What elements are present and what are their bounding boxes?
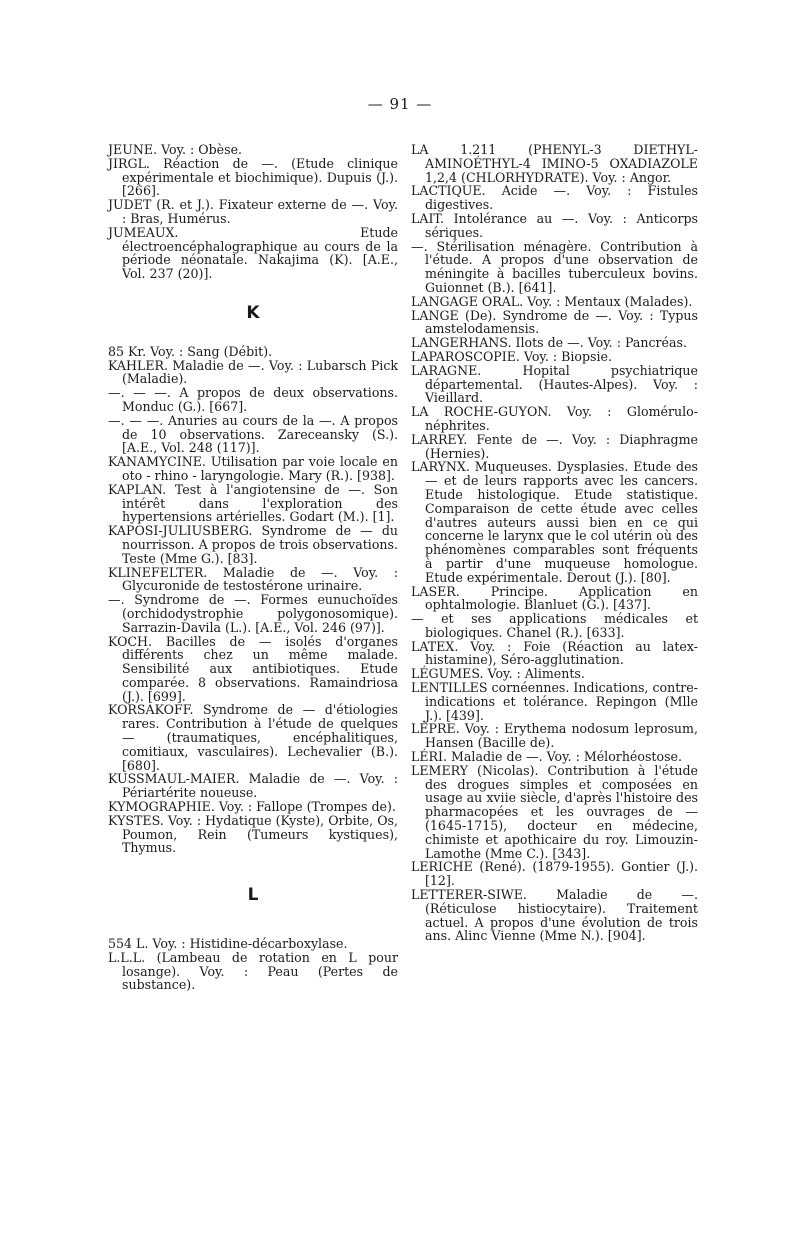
index-entry: KANAMYCINE. Utilisation par voie locale en oto - rhino - laryngologie. Mary (R.). [938].	[108, 454, 398, 483]
index-entry: LASER. Principe. Application en ophtalmologie. Blanluet (G.). [437].	[411, 583, 698, 613]
index-entry: LEMERY (Nicolas). Contribution à l'étude des drogues simples et composées en usage au xviie siècle, d'après l'histoire des pharmacopées et les ouvrages de — (1645-1715), docteur en médecine, chimiste et apothicaire du roy. Limouzin-Lamothe (Mme C.). [343].	[411, 762, 698, 861]
index-entry: 554 L. Voy. : Histidine-décarboxylase.	[108, 936, 348, 952]
index-entry: JUDET (R. et J.). Fixateur externe de —. Voy. : Bras, Humérus.	[108, 197, 398, 226]
section-letter-k: K	[246, 302, 260, 323]
index-entry: LÉGUMES. Voy. : Aliments.	[411, 666, 585, 682]
index-entry: LARYNX. Muqueuses. Dysplasies. Etude des — et de leurs rapports avec les cancers. Etude histologique. Etude statistique. Comparaison de cette étude avec celles d'autres auteurs aussi bien en ce qui concerne le larynx que le col utérin où des phénomènes comparables sont fréquents à partir d'une muqueuse homologue. Etude expérimentale. Derout (J.). [80].	[411, 459, 698, 585]
index-entry: LÉRI. Maladie de —. Voy. : Mélorhéostose.	[411, 749, 682, 765]
index-entry: KAPLAN. Test à l'angiotensine de —. Son intérêt dans l'exploration des hypertensions artérielles. Godart (M.). [1].	[108, 481, 398, 525]
page-number: — 91 —	[367, 95, 433, 113]
index-entry: LARREY. Fente de —. Voy. : Diaphragme (Hernies).	[411, 431, 698, 461]
index-entry: LA ROCHE-GUYON. Voy. : Glomérulo-néphrites.	[411, 404, 698, 433]
index-entry: LAPAROSCOPIE. Voy. : Biopsie.	[411, 348, 612, 364]
index-entry: LANGAGE ORAL. Voy. : Mentaux (Malades).	[411, 293, 693, 309]
index-entry: —. Stérilisation ménagère. Contribution à l'étude. A propos d'une observation de méningite à bacilles tuberculeux bovins. Guionnet (B.). [641].	[411, 238, 698, 295]
index-entry: JIRGL. Réaction de —. (Etude clinique expérimentale et biochimique). Dupuis (J.). [266].	[108, 155, 398, 199]
index-entry: KAHLER. Maladie de —. Voy. : Lubarsch Pick (Maladie).	[108, 357, 398, 387]
index-entry: LATEX. Voy. : Foie (Réaction au latex-histamine), Séro-agglutination.	[411, 638, 698, 668]
right-column	[411, 143, 698, 943]
index-entry: KYMOGRAPHIE. Voy. : Fallope (Trompes de).	[108, 799, 396, 815]
index-entry: LENTILLES cornéennes. Indications, contre-indications et tolérance. Repingon (Mlle J.). [439].	[411, 680, 698, 723]
index-entry: KOCH. Bacilles de — isolés d'organes différents chez un même malade. Sensibilité aux antibiotiques. Etude comparée. 8 observations. Ramaindriosa (J.). [699].	[108, 633, 398, 704]
index-entry: LANGE (De). Syndrome de —. Voy. : Typus amstelodamensis.	[411, 307, 698, 337]
index-entry: 85 Kr. Voy. : Sang (Débit).	[108, 343, 273, 359]
index-entry: — et ses applications médicales et biologiques. Chanel (R.). [633].	[411, 611, 698, 640]
index-entry: LETTERER-SIWE. Maladie de —. (Réticulose histiocytaire). Traitement actuel. A propos d'une évolution de trois ans. Alinc Vienne (Mme N.). [904].	[411, 887, 698, 944]
index-entry: LANGERHANS. Ilots de —. Voy. : Pancréas.	[411, 335, 687, 351]
index-entry: LARAGNE. Hopital psychiatrique départemental. (Hautes-Alpes). Voy. : Vieillard.	[411, 362, 698, 406]
index-entry: —. — —. A propos de deux observations. Monduc (G.). [667].	[108, 385, 398, 414]
index-entry: JEUNE. Voy. : Obèse.	[108, 142, 243, 157]
index-entry: LÈPRE. Voy. : Erythema nodosum leprosum, Hansen (Bacille de).	[411, 721, 698, 751]
index-entry: KUSSMAUL-MAIER. Maladie de —. Voy. : Périartérite noueuse.	[108, 771, 398, 801]
index-entry: —. — —. Anuries au cours de la —. A propos de 10 observations. Zareceansky (S.). [A.E., Vol. 248 (117)].	[108, 412, 398, 456]
index-entry: JUMEAUX. Etude électroencéphalographique au cours de la période néonatale. Nakajima (K). [A.E., Vol. 237 (20)].	[108, 224, 398, 282]
index-entry: KORSAKOFF. Syndrome de — d'étiologies rares. Contribution à l'étude de quelques — (traumatiques, encéphalitiques, comitiaux, vasculaires). Lechevalier (B.). [680].	[108, 702, 398, 773]
index-entry: L.L.L. (Lambeau de rotation en L pour losange). Voy. : Peau (Pertes de substance).	[108, 949, 398, 993]
left-column	[108, 143, 398, 992]
index-entry: —. Syndrome de —. Formes eunuchoïdes (orchidodystrophie polygonosomique). Sarrazin-Davila (L.). [A.E., Vol. 246 (97)].	[108, 592, 398, 635]
index-entry: LAIT. Intolérance au —. Voy. : Anticorps sériques.	[411, 210, 698, 240]
index-entry: KYSTES. Voy. : Hydatique (Kyste), Orbite, Os, Poumon, Rein (Tumeurs kystiques), Thymus.	[108, 812, 398, 856]
index-entry: KLINEFELTER. Maladie de —. Voy. : Glycuronide de testostérone urinaire.	[108, 564, 398, 594]
index-entry: LA 1.211 (PHENYL-3 DIETHYL-AMINOÉTHYL-4 IMINO-5 OXADIAZOLE 1,2,4 (CHLORHYDRATE). Voy. : Angor.	[411, 142, 698, 185]
index-entry: KAPOSI-JULIUSBERG. Syndrome de — du nourrisson. A propos de trois observations. Teste (Mme G.). [83].	[108, 523, 398, 566]
section-letter-l: L	[247, 885, 259, 906]
index-entry: LACTIQUE. Acide —. Voy. : Fistules digestives.	[411, 183, 698, 213]
index-entry: LERICHE (René). (1879-1955). Gontier (J.). [12].	[411, 859, 698, 889]
